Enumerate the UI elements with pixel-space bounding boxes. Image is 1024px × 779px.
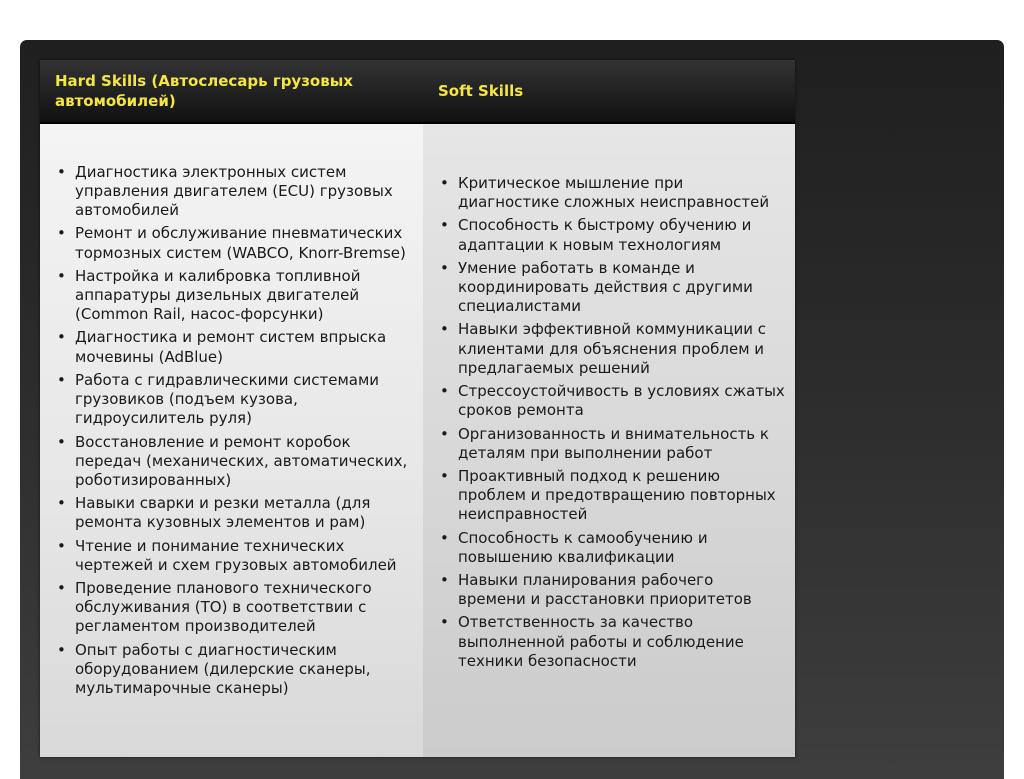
bullet-icon: • — [440, 174, 449, 193]
soft-skills-cell — [423, 124, 795, 757]
bullet-icon: • — [57, 536, 66, 555]
skill-text: Ответственность за качество выполненной работы и соблюдение техники безопасности — [458, 613, 744, 670]
bullet-icon: • — [57, 266, 66, 285]
hard-skill-item — [40, 224, 423, 262]
soft-skill-item — [423, 467, 795, 525]
soft-skill-item — [423, 174, 795, 212]
bullet-icon: • — [57, 224, 66, 243]
soft-skill-item — [423, 613, 795, 671]
soft-skill-item — [423, 382, 795, 420]
bullet-icon: • — [57, 640, 66, 659]
skill-text: Чтение и понимание технических чертежей и схем грузовых автомобилей — [75, 536, 397, 574]
bullet-icon: • — [57, 370, 66, 389]
skill-text: Умение работать в команде и координировать действия с другими специалистами — [458, 258, 753, 316]
slide-frame — [20, 40, 1004, 779]
skill-text: Настройка и калибровка топливной аппаратуры дизельных двигателей (Common Rail, насос-форсунки) — [75, 266, 361, 324]
skills-table — [40, 60, 795, 757]
bullet-icon: • — [440, 216, 449, 235]
soft-skill-item — [423, 425, 795, 463]
skill-text: Стрессоустойчивость в условиях сжатых сроков ремонта — [458, 382, 785, 420]
bullet-icon: • — [440, 382, 449, 401]
hard-skill-item — [40, 641, 423, 699]
skill-text: Навыки планирования рабочего времени и расстановки приоритетов — [458, 570, 752, 609]
hard-skill-item — [40, 494, 423, 532]
bullet-icon: • — [57, 328, 66, 347]
skill-text: Навыки сварки и резки металла (для ремонта кузовных элементов и рам) — [75, 494, 371, 532]
skill-text: Восстановление и ремонт коробок передач (механических, автоматических, роботизированных) — [75, 432, 408, 489]
skill-text: Диагностика и ремонт систем впрыска мочевины (AdBlue) — [75, 328, 387, 366]
hard-skill-item — [40, 328, 423, 366]
skill-text: Проактивный подход к решению проблем и предотвращению повторных неисправностей — [458, 466, 776, 524]
skill-text: Способность к быстрому обучению и адаптации к новым технологиям — [458, 216, 752, 254]
hard-skill-item — [40, 163, 423, 221]
bullet-icon: • — [440, 528, 449, 547]
bullet-icon: • — [57, 494, 66, 513]
hard-skill-item — [40, 537, 423, 575]
skill-text: Способность к самообучению и повышению квалификации — [458, 528, 708, 566]
hard-skill-item — [40, 267, 423, 325]
bullet-icon: • — [440, 258, 449, 277]
skill-text: Проведение планового технического обслуживания (ТО) в соответствии с регламентом производителей — [75, 578, 372, 636]
skill-text: Опыт работы с диагностическим оборудованием (дилерские сканеры, мультимарочные сканеры) — [75, 640, 371, 697]
soft-skill-item — [423, 216, 795, 254]
hard-skill-item — [40, 579, 423, 637]
bullet-icon: • — [440, 466, 449, 485]
soft-skill-item — [423, 571, 795, 609]
skill-text: Диагностика электронных систем управления двигателем (ECU) грузовых автомобилей — [75, 162, 393, 220]
header-hard-skills: Hard Skills (Автослесарь грузовых автомобилей) — [55, 72, 353, 110]
skill-text: Критическое мышление при диагностике сложных неисправностей — [458, 174, 770, 212]
soft-skill-item — [423, 529, 795, 567]
skill-text: Навыки эффективной коммуникации с клиентами для объяснения проблем и предлагаемых решений — [458, 320, 767, 377]
bullet-icon: • — [57, 578, 66, 597]
bullet-icon: • — [57, 162, 66, 181]
hard-skills-cell — [40, 124, 423, 757]
header-soft-skills: Soft Skills — [438, 82, 524, 100]
skill-text: Организованность и внимательность к деталям при выполнении работ — [458, 424, 769, 462]
bullet-icon: • — [57, 432, 66, 451]
bullet-icon: • — [440, 424, 449, 443]
hard-skill-item — [40, 433, 423, 491]
bullet-icon: • — [440, 570, 449, 589]
skill-text: Работа с гидравлическими системами грузовиков (подъем кузова, гидроусилитель руля) — [75, 370, 380, 428]
bullet-icon: • — [440, 613, 449, 632]
bullet-icon: • — [440, 320, 449, 339]
hard-skill-item — [40, 371, 423, 429]
table-header-row — [40, 60, 795, 124]
soft-skill-item — [423, 259, 795, 317]
hard-skills-list — [40, 163, 423, 702]
soft-skill-item — [423, 320, 795, 378]
soft-skills-list — [423, 174, 795, 675]
skill-text: Ремонт и обслуживание пневматических тормозных систем (WABCO, Knorr-Bremse) — [75, 224, 406, 262]
